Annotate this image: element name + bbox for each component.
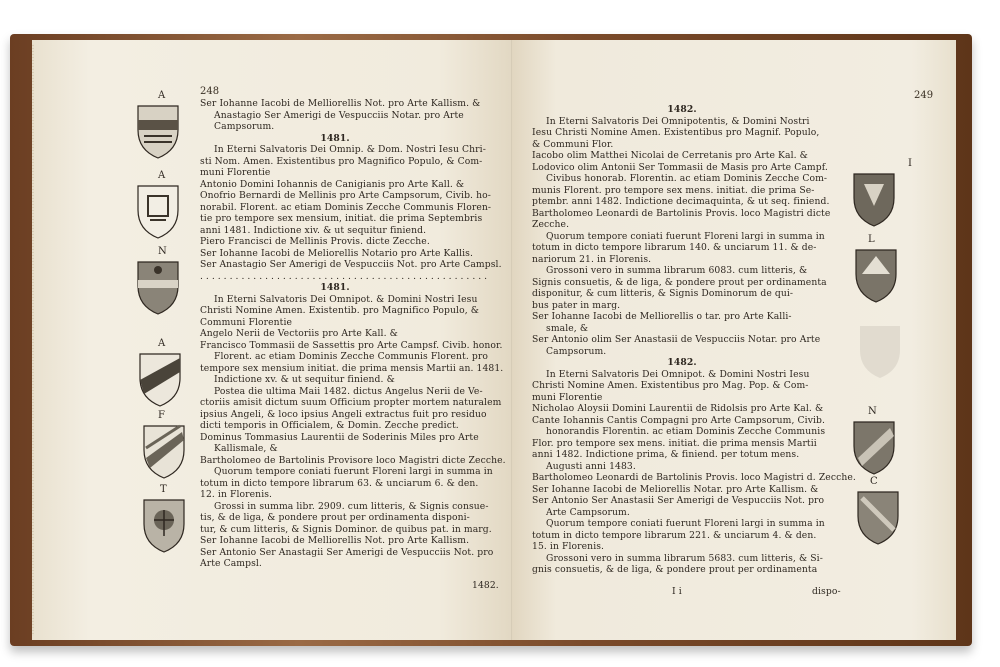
show-through-shield-icon — [856, 322, 904, 380]
page-edges — [32, 44, 34, 636]
shield-letter: A — [158, 338, 166, 349]
shield-letter: A — [158, 170, 166, 181]
catchword: dispo- — [812, 586, 841, 597]
shield-letter: F — [158, 410, 165, 421]
catchword: 1482. — [472, 580, 499, 591]
shield-letter: C — [870, 476, 878, 487]
signature-mark: I i — [672, 586, 682, 597]
shield-letter: A — [158, 90, 166, 101]
coat-of-arms-icon — [134, 102, 182, 160]
coat-of-arms-icon — [134, 182, 182, 240]
shield-letter: T — [160, 484, 167, 495]
coat-of-arms-icon — [140, 422, 188, 480]
shield-letter: I — [908, 158, 912, 169]
year-heading: 1481. — [320, 282, 350, 293]
year-heading: 1482. — [667, 357, 697, 368]
left-intro-text: Ser Iohanne Iacobi de Melliorellis Not. pro Arte Kallism. & Anastagio Ser Amerigi de Vespucciis Notar. pro Arte Campsorum. 1481. In Eterni Salvatoris Dei Omnip. & Dom. Nostri Iesu Chri- sti Nom. Amen. Existentibus pro Magnifico Populo, & Com- muni Florentie Antonio Domini Iohannis de Canigianis pro Arte Kall. & Onofrio Bernardi de Mellinis pro Arte Campsorum, Civib. ho- norabil. Florent. ac etiam Dominis Zecche Communis Floren- tie pro tempore sex mensium, initiat. die prima Septembris anni 1481. Indictione xiv. & ut sequitur finiend. Piero Francisci de Mellinis Provis. dicte Zecche. Ser Iohanne Iacobi de Meliorellis Notario pro Arte Kallis. Ser Anastagio Ser Amerigi de Vespucciis Not. pro Arte Campsl. ................................................. 1481. In Eterni Salvatoris Dei Omnipot. & Domini Nostri Iesu Christi Nomine Amen. Existentib. pro Magnifico Populo, & Communi Florentie Angelo Nerii de Vectoriis pro Arte Kall. & Francisco Tommasii de Sassettis pro Arte Campsf. Civib. honor. Florent. ac etiam Dominis Zecche Communis Florent. pro tempore sex mensium initiat. die prima mensis Martii an. 1481. Indictione xv. & ut sequitur finiend. & Postea die ultima Maii 1482. dictus Angelus Nerii de Ve- ctoriis amisit dictum suum Officium propter mortem naturalem ipsius Angeli, & loco ipsius Angeli extractus fuit pro residuo dicti temporis in Officialem, & Domin. Zecche predict. Dominus Tommasius Laurentii de Soderinis Miles pro Arte Kallismale, & Bartholomeo de Bartolinis Provisore loco Magistri dicte Zecche. Quorum tempore coniati fuerunt Floreni largi in summa in totum in dicto tempore librarum 63. & unciarum 6. & den. 12. in Florenis. Grossi in summa libr. 2909. cum litteris, & Signis consue- tis, & de liga, & pondere prout per ordinamenta disponi- tur, & cum litteris, & Signis Dominor. de quibus pat. in marg. Ser Iohanne Iacobi de Melliorellis Not. pro Arte Kallism. Ser Antonio Ser Anastagii Ser Amerigi de Vespucciis Not. pro Arte Campsl. — [200, 98, 506, 569]
coat-of-arms-icon — [140, 496, 188, 554]
coat-of-arms-icon — [852, 246, 900, 304]
divider: ................................................. — [200, 270, 491, 282]
coat-of-arms-icon — [854, 488, 902, 546]
coat-of-arms-icon — [850, 418, 898, 476]
left-page — [32, 40, 512, 640]
coat-of-arms-icon — [850, 170, 898, 228]
open-book — [32, 40, 956, 640]
year-heading: 1482. — [667, 104, 697, 115]
shield-letter: N — [158, 246, 167, 257]
shield-letter: L — [868, 234, 875, 245]
coat-of-arms-icon — [136, 350, 184, 408]
right-page — [512, 40, 956, 640]
page-number: 249 — [914, 90, 934, 101]
shield-letter: N — [868, 406, 877, 417]
right-text: 1482. In Eterni Salvatoris Dei Omnipotentis, & Domini Nostri Iesu Christi Nomine Amen. Existentibus pro Magnif. Populo, & Communi Flor. Iacobo olim Matthei Nicolai de Cerretanis pro Arte Kal. & Lodovico olim Antonii Ser Tommasii de Masis pro Arte Campf. Civibus honorab. Florentin. ac etiam Dominis Zecche Com- munis Florent. pro tempore sex mens. initiat. die prima Se- ptembr. anni 1482. Indictione decimaquinta, & ut seq. finiend. Bartholomeo Leonardi de Bartolinis Provis. loco Magistri dicte Zecche. Quorum tempore coniati fuerunt Floreni largi in summa in totum in dicto tempore librarum 140. & unciarum 11. & de- nariorum 21. in Florenis. Grossoni vero in summa librarum 6083. cum litteris, & Signis consuetis, & de liga, & pondere prout per ordinamenta disponitur, & cum litteris, & Signis Dominorum de qui- bus pater in marg. Ser Iohanne Iacobi de Melliorellis o tar. pro Arte Kalli- smale, & Ser Antonio olim Ser Anastasii de Vespucciis Notar. pro Arte Campsorum. 1482. In Eterni Salvatoris Dei Omnipot. & Domini Nostri Iesu Christi Nomine Amen. Existentibus pro Mag. Pop. & Com- muni Florentie Nicholao Aloysii Domini Laurentii de Ridolsis pro Arte Kal. & Cante Iohannis Cantis Compagni pro Arte Campsorum, Civib. honorandis Florentin. ac etiam Dominis Zecche Communis Flor. pro tempore sex mens. initiat. die prima mensis Martii anni 1482. Indictione prima, & finiend. per totum mens. Augusti anni 1483. Bartholomeo Leonardi de Bartolinis Provis. loco Magistri d. Zecche. Ser Iohanne Iacobi de Meliorellis Notar. pro Arte Kallism. & Ser Antonio Ser Anastasii Ser Amerigi de Vespucciis Not. pro Arte Campsorum. Quorum tempore coniati fuerunt Floreni largi in summa in totum in dicto tempore librarum 221. & unciarum 4. & den. 15. in Florenis. Grossoni vero in summa librarum 5683. cum litteris, & Si- gnis consuetis, & de liga, & pondere prout per ordinamenta — [532, 104, 856, 575]
page-number: 248 — [200, 86, 220, 97]
book-cover — [10, 34, 972, 646]
coat-of-arms-icon — [134, 258, 182, 316]
year-heading: 1481. — [320, 132, 350, 144]
